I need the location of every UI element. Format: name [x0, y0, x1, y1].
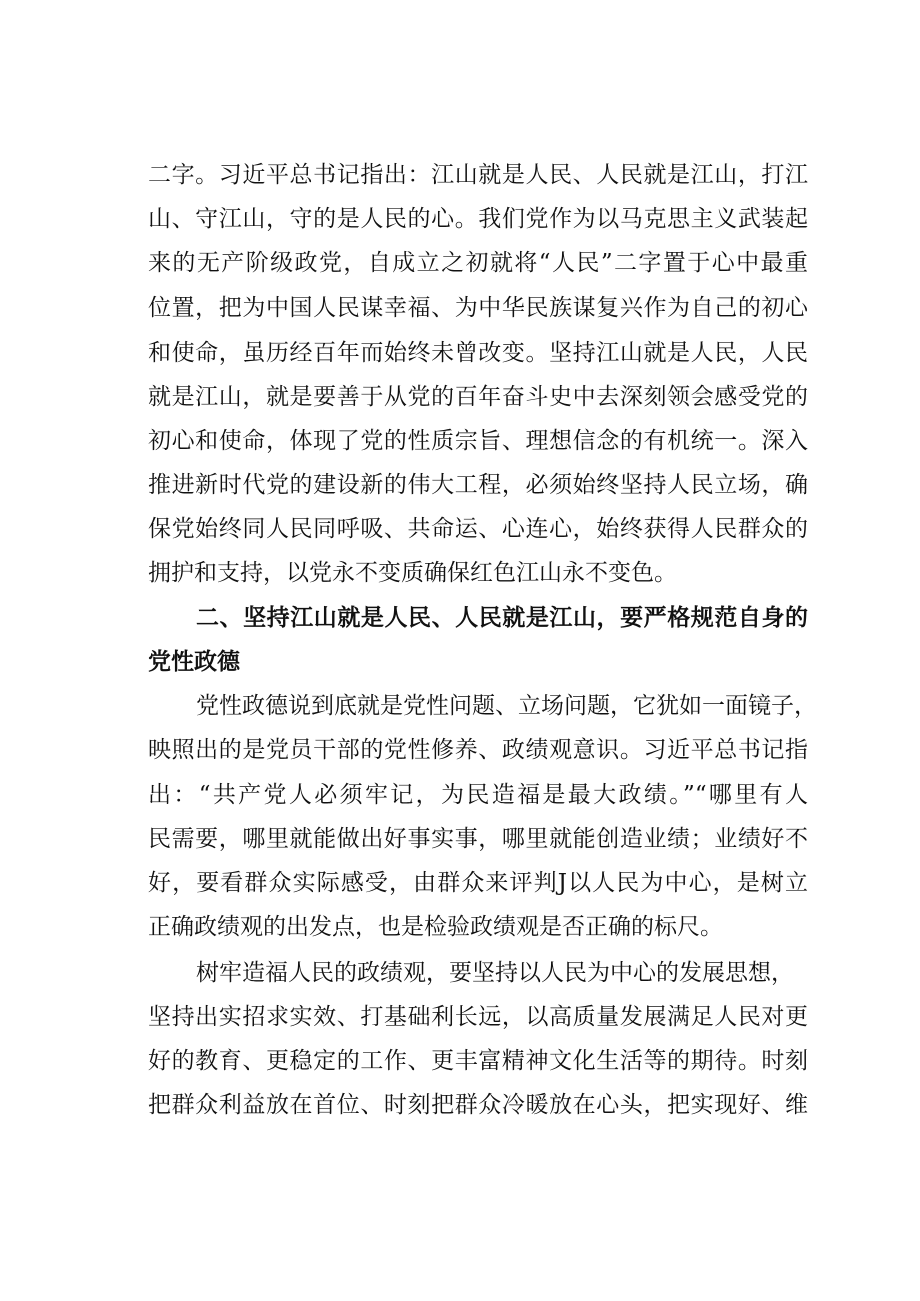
body-text-line: 好的教育、更稳定的工作、更丰富精神文化生活等的期待。时刻: [148, 1048, 808, 1074]
body-text-line: 出：“共产党人必须牢记，为民造福是最大政绩。”“哪里有人: [148, 782, 808, 808]
body-text-line: 来的无产阶级政党，自成立之初就将“人民”二字置于心中最重: [148, 250, 808, 276]
body-text-line: 推进新时代党的建设新的伟大工程，必须始终坚持人民立场，确: [148, 472, 808, 498]
paragraph-first-line: 党性政德说到底就是党性问题、立场问题，它犹如一面镜子，: [196, 693, 817, 719]
body-text-line: 拥护和支持，以党永不变质确保红色江山永不变色。: [148, 560, 677, 586]
section-heading-continued: 党性政德: [148, 649, 240, 675]
body-text-line: 位置，把为中国人民谋幸福、为中华民族谋复兴作为自己的初心: [148, 295, 808, 321]
body-text-line: 坚持出实招求实效、打基础利长远，以高质量发展满足人民对更: [148, 1004, 808, 1030]
body-text-line: 山、守江山，守的是人民的心。我们党作为以马克思主义武装起: [148, 206, 808, 232]
section-heading: 二、坚持江山就是人民、人民就是江山，要严格规范自身的: [196, 605, 808, 631]
body-text-line: 正确政绩观的出发点，也是检验政绩观是否正确的标尺。: [148, 914, 723, 940]
body-text-line: 保党始终同人民同呼吸、共命运、心连心，始终获得人民群众的: [148, 516, 808, 542]
body-text-line: 就是江山，就是要善于从党的百年奋斗史中去深刻领会感受党的: [148, 384, 808, 410]
body-text-line: 民需要，哪里就能做出好事实事，哪里就能创造业绩；业绩好不: [148, 826, 808, 852]
body-text-line: 把群众利益放在首位、时刻把群众冷暖放在心头，把实现好、维: [148, 1092, 808, 1118]
body-text-line: 好，要看群众实际感受，由群众来评判J以人民为中心，是树立: [148, 870, 808, 896]
body-text-line: 二字。习近平总书记指出：江山就是人民、人民就是江山，打江: [148, 162, 808, 188]
body-text-line: 映照出的是党员干部的党性修养、政绩观意识。习近平总书记指: [148, 737, 808, 763]
body-text-line: 和使命，虽历经百年而始终未曾改变。坚持江山就是人民，人民: [148, 340, 808, 366]
body-text-line: 初心和使命，体现了党的性质宗旨、理想信念的有机统一。深入: [148, 428, 808, 454]
paragraph-first-line: 树牢造福人民的政绩观，要坚持以人民为中心的发展思想，: [196, 960, 794, 986]
